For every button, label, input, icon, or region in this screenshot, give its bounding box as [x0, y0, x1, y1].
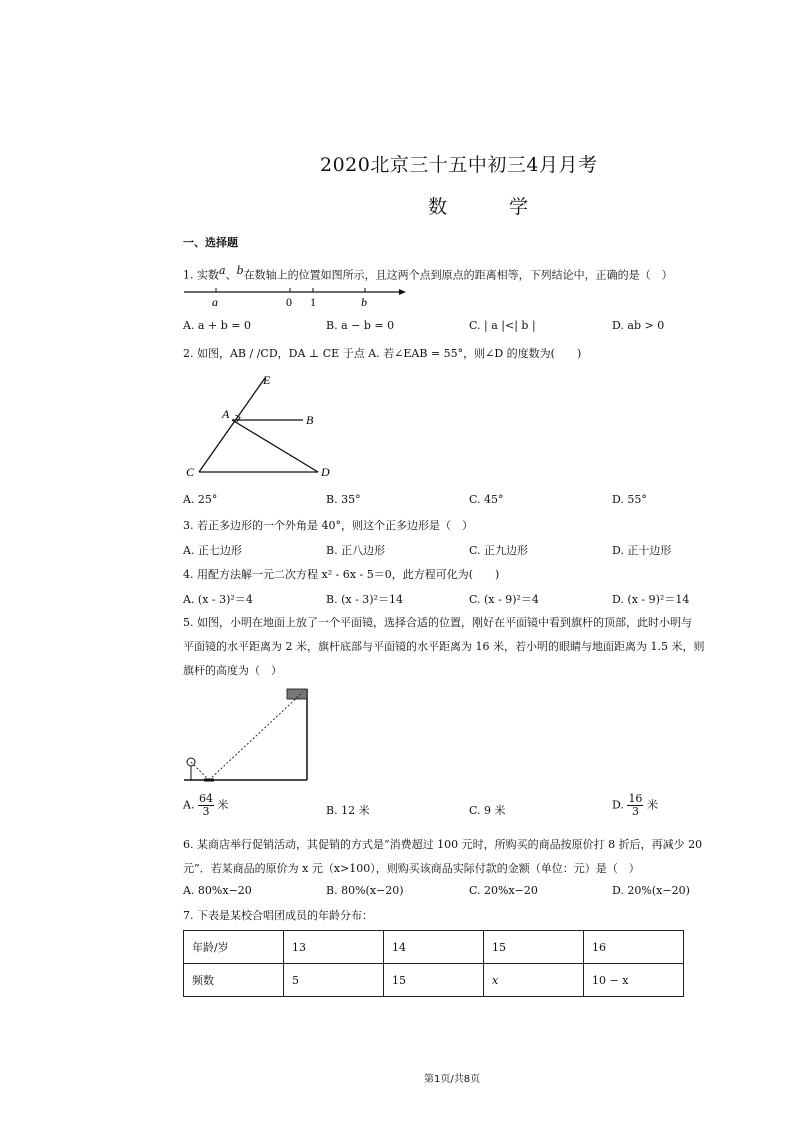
- q6-option-a: A. 80%x−20: [183, 884, 252, 897]
- question-2-stem: 2. 如图，AB / /CD，DA ⊥ CE 于点 A. 若∠EAB = 55°，则∠D 的度数为( ): [183, 347, 582, 360]
- label-B: B: [306, 413, 314, 427]
- label-0: 0: [286, 295, 292, 309]
- q3-option-d: D. 正十边形: [612, 544, 672, 557]
- line-ad: [232, 420, 318, 472]
- question-7-stem: 7. 下表是某校合唱团成员的年龄分布：: [183, 909, 373, 922]
- q2-option-c: C. 45°: [469, 493, 504, 506]
- table-row: [184, 964, 684, 997]
- q2-option-d: D. 55°: [612, 493, 647, 506]
- q3-option-b: B. 正八边形: [326, 544, 386, 557]
- parallel-lines-figure: [180, 370, 340, 482]
- table-cell: 5: [284, 964, 384, 997]
- q5-option-d: D. $\frac{16}{3}$ 米: [612, 792, 658, 818]
- section-heading: 一、选择题: [183, 236, 238, 249]
- table-cell: x: [484, 964, 584, 997]
- q6-option-b: B. 80%(x−20): [326, 884, 404, 897]
- label-b: b: [361, 295, 367, 309]
- label-C: C: [186, 465, 195, 479]
- question-6-line-2: 元”．若某商品的原价为 x 元（x>100），则购买该商品实际付款的金额（单位：元）是（ ）: [183, 862, 640, 875]
- table-cell: 13: [284, 931, 384, 964]
- q4-option-a: A. (x - 3)²＝4: [183, 593, 253, 606]
- question-5-line-3: 旗杆的高度为（ ）: [183, 664, 282, 677]
- table-row: [184, 931, 684, 964]
- reflected-sight-line: [209, 692, 303, 780]
- number-line-arrow: [399, 289, 406, 295]
- q5-option-c: C. 9 米: [469, 804, 506, 817]
- label-E: E: [263, 373, 271, 387]
- label-a: a: [212, 295, 218, 309]
- mirror-flagpole-figure: [180, 683, 315, 783]
- q4-option-d: D. (x - 9)²＝14: [612, 593, 690, 606]
- q2-option-a: A. 25°: [183, 493, 218, 506]
- q6-option-d: D. 20%(x−20): [612, 884, 690, 897]
- question-4-stem: 4. 用配方法解一元二次方程 x² - 6x - 5＝0，此方程可化为( ): [183, 568, 500, 581]
- page-footer: 第1页/共8页: [424, 1074, 481, 1085]
- question-6-line-1: 6. 某商店举行促销活动，其促销的方式是“消费超过 100 元时，所购买的商品按原价打 8 折后，再减少 20: [183, 838, 703, 851]
- question-5-line-2: 平面镜的水平距离为 2 米，旗杆底部与平面镜的水平距离为 16 米，若小明的眼睛与地面距离为 1.5 米，则: [183, 640, 705, 653]
- table-cell: 16: [584, 931, 684, 964]
- age-distribution-table: [183, 930, 684, 997]
- table-cell: 年龄/岁: [184, 931, 284, 964]
- q2-option-b: B. 35°: [326, 493, 361, 506]
- question-5-line-1: 5. 如图，小明在地面上放了一个平面镜，选择合适的位置，刚好在平面镜中看到旗杆的顶部，此时小明与: [183, 616, 692, 629]
- q1-option-a: A. a + b = 0: [183, 319, 251, 332]
- table-cell: 频数: [184, 964, 284, 997]
- number-line-figure: [180, 282, 412, 312]
- q5-option-a: A. $\frac{64}{3}$ 米: [183, 792, 229, 818]
- q5-option-b: B. 12 米: [326, 804, 370, 817]
- question-3-stem: 3. 若正多边形的一个外角是 40°，则这个正多边形是（ ）: [183, 519, 473, 532]
- label-1: 1: [310, 295, 316, 309]
- table-cell: 15: [484, 931, 584, 964]
- page-title: 2020北京三十五中初三4月月考: [320, 154, 598, 176]
- label-A: A: [222, 407, 230, 421]
- q3-option-c: C. 正九边形: [469, 544, 529, 557]
- q1-option-d: D. ab > 0: [612, 319, 665, 332]
- table-cell: 14: [384, 931, 484, 964]
- line-ce: [199, 378, 265, 472]
- label-D: D: [321, 465, 330, 479]
- q4-option-b: B. (x - 3)²＝14: [326, 593, 403, 606]
- q6-option-c: C. 20%x−20: [469, 884, 538, 897]
- subject-title: 数 学: [428, 196, 557, 218]
- q1-option-b: B. a − b = 0: [326, 319, 395, 332]
- question-1-stem: 1. 实数$^a$、$^b$在数轴上的位置如图所示，且这两个点到原点的距离相等，下列结论中，正确的是（ ）: [183, 264, 673, 282]
- q4-option-c: C. (x - 9)²＝4: [469, 593, 539, 606]
- table-cell: 10 − x: [584, 964, 684, 997]
- q1-option-c: C. | a |<| b |: [469, 319, 536, 332]
- table-cell: 15: [384, 964, 484, 997]
- q3-option-a: A. 正七边形: [183, 544, 242, 557]
